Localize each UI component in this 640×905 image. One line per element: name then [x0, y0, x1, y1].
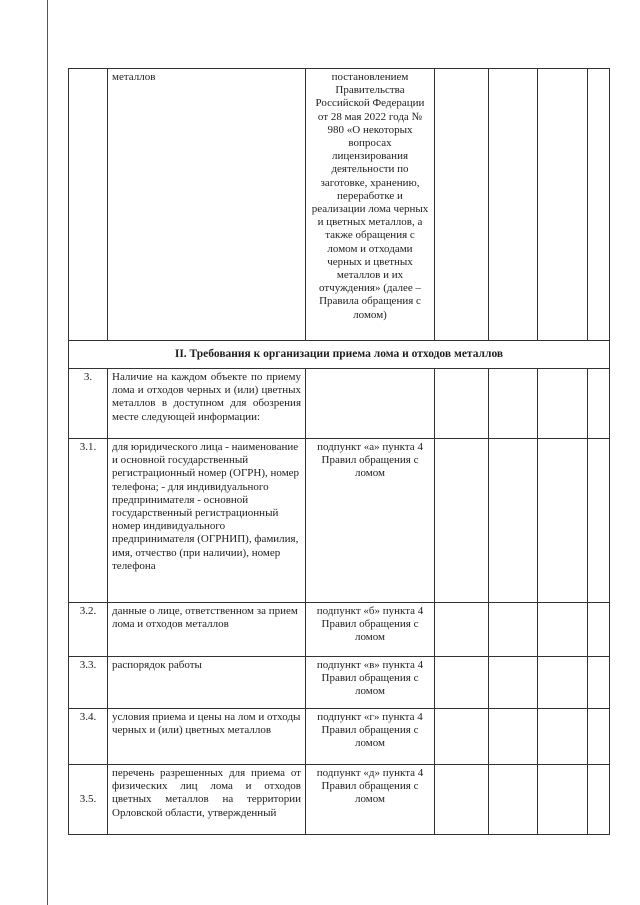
- notes-cell: [588, 765, 610, 835]
- reference-cell: [306, 369, 435, 439]
- row-number: 3.: [69, 369, 108, 439]
- answer-na-cell: [538, 709, 588, 765]
- page-margin-line: [47, 0, 48, 905]
- notes-cell: [588, 603, 610, 657]
- reference-cell: подпункт «д» пункта 4 Правил обращения с ломом: [306, 765, 435, 835]
- answer-yes-cell: [435, 765, 489, 835]
- answer-yes-cell: [435, 69, 489, 341]
- requirement-cell: для юридического лица - наименование и основной государственный регистрационный номер (ОГРН), номер телефона; - для индивидуального предпринимателя - основной государственный регистрационный номер индивидуального предпринимателя (ОГРНИП), фамилия, имя, отчество (при наличии), номер телефона: [108, 439, 306, 603]
- requirement-cell: металлов: [108, 69, 306, 341]
- table-row: [69, 439, 610, 603]
- notes-cell: [588, 657, 610, 709]
- answer-no-cell: [489, 657, 538, 709]
- table-row: [69, 657, 610, 709]
- answer-na-cell: [538, 69, 588, 341]
- answer-na-cell: [538, 439, 588, 603]
- answer-na-cell: [538, 603, 588, 657]
- answer-no-cell: [489, 765, 538, 835]
- row-number: 3.5.: [69, 765, 108, 835]
- reference-cell: подпункт «г» пункта 4 Правил обращения с ломом: [306, 709, 435, 765]
- reference-cell: подпункт «а» пункта 4 Правил обращения с ломом: [306, 439, 435, 603]
- checklist-table: [68, 68, 610, 835]
- section-header-row: [69, 341, 610, 369]
- answer-no-cell: [489, 439, 538, 603]
- reference-cell: подпункт «б» пункта 4 Правил обращения с ломом: [306, 603, 435, 657]
- row-number: 3.1.: [69, 439, 108, 603]
- reference-cell: подпункт «в» пункта 4 Правил обращения с ломом: [306, 657, 435, 709]
- notes-cell: [588, 439, 610, 603]
- table-row: [69, 709, 610, 765]
- answer-yes-cell: [435, 439, 489, 603]
- table-row: [69, 69, 610, 341]
- notes-cell: [588, 709, 610, 765]
- row-number: 3.3.: [69, 657, 108, 709]
- reference-cell: постановлением Правительства Российской Федерации от 28 мая 2022 года № 980 «О некоторых вопросах лицензирования деятельности по заготовке, хранению, переработке и реализации лома черных и цветных металлов, а также обращения с ломом и отходами черных и цветных металлов и их отчуждения» (далее – Правила обращения с ломом): [306, 69, 435, 341]
- row-number: [69, 69, 108, 341]
- requirement-cell: данные о лице, ответственном за прием лома и отходов металлов: [108, 603, 306, 657]
- answer-no-cell: [489, 369, 538, 439]
- answer-na-cell: [538, 765, 588, 835]
- answer-na-cell: [538, 657, 588, 709]
- table-row: [69, 765, 610, 835]
- requirement-cell: условия приема и цены на лом и отходы черных и (или) цветных металлов: [108, 709, 306, 765]
- answer-yes-cell: [435, 657, 489, 709]
- answer-no-cell: [489, 603, 538, 657]
- answer-no-cell: [489, 709, 538, 765]
- section-title: II. Требования к организации приема лома и отходов металлов: [69, 341, 610, 369]
- answer-yes-cell: [435, 369, 489, 439]
- requirement-cell: перечень разрешенных для приема от физических лиц лома и отходов цветных металлов на территории Орловской области, утвержденный: [108, 765, 306, 835]
- row-number: 3.2.: [69, 603, 108, 657]
- table-row: [69, 603, 610, 657]
- answer-na-cell: [538, 369, 588, 439]
- requirement-cell: распорядок работы: [108, 657, 306, 709]
- table-row: [69, 369, 610, 439]
- answer-no-cell: [489, 69, 538, 341]
- requirement-cell: Наличие на каждом объекте по приему лома и отходов черных и (или) цветных металлов в доступном для обозрения месте следующей информации:: [108, 369, 306, 439]
- notes-cell: [588, 69, 610, 341]
- answer-yes-cell: [435, 603, 489, 657]
- answer-yes-cell: [435, 709, 489, 765]
- row-number: 3.4.: [69, 709, 108, 765]
- notes-cell: [588, 369, 610, 439]
